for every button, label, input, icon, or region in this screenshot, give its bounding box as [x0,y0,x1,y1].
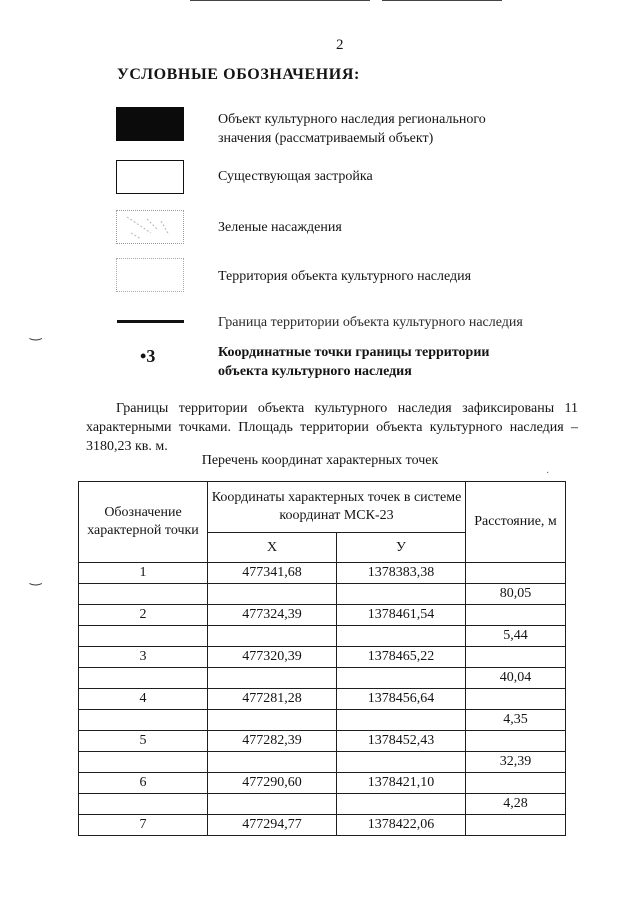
header-coordinates: Координаты характерных точек в системе координат МСК-23 [208,482,466,533]
cell-distance: 4,28 [466,794,566,815]
cell-point [79,626,208,647]
cell-distance [466,773,566,794]
point-dot-icon: • [140,346,147,366]
cell-distance [466,731,566,752]
cell-x: 477341,68 [208,563,337,584]
cell-y: 1378422,06 [337,815,466,836]
table-row [79,731,566,752]
cell-y [337,752,466,773]
cell-distance: 5,44 [466,626,566,647]
cell-distance [466,689,566,710]
legend-label-coordinate-points: Координатные точки границы территории объекта культурного наследия [218,345,490,379]
cell-x [208,794,337,815]
legend-label-heritage-object: Объект культурного наследия регионального значения (рассматриваемый объект) [218,112,486,146]
table-row [79,710,566,731]
cell-distance [466,647,566,668]
cell-x: 477324,39 [208,605,337,626]
cell-y: 1378465,22 [337,647,466,668]
existing-buildings-swatch [116,160,184,194]
table-row [79,626,566,647]
table-row [79,563,566,584]
coordinate-point-swatch: •3 [140,346,156,366]
margin-mark: ‿ [30,571,42,586]
cell-point [79,794,208,815]
header-y: У [337,533,466,563]
cell-x: 477294,77 [208,815,337,836]
territory-border-swatch [117,320,184,323]
cell-x [208,752,337,773]
cell-y [337,668,466,689]
table-row [79,689,566,710]
cell-distance: 80,05 [466,584,566,605]
table-row [79,647,566,668]
body-paragraph: Границы территории объекта культурного наследия зафиксированы 11 характерными точками. Площадь территории объекта культурного наследия – 3180,23 кв. м. [86,401,578,454]
coordinates-table [78,481,566,836]
cell-x: 477281,28 [208,689,337,710]
margin-mark: ‿ [30,326,42,341]
page-number: 2 [336,37,344,53]
cell-y [337,794,466,815]
heritage-territory-swatch [116,258,184,292]
table-row [79,773,566,794]
legend-title: УСЛОВНЫЕ ОБОЗНАЧЕНИЯ: [117,66,360,83]
cell-point [79,584,208,605]
cell-distance [466,815,566,836]
cell-point: 6 [79,773,208,794]
green-areas-swatch [116,210,184,244]
table-caption: Перечень координат характерных точек [201,453,439,468]
header-x: Х [208,533,337,563]
header-point-name: Обозначение характерной точки [79,482,208,563]
cell-point [79,668,208,689]
table-row [79,668,566,689]
table-row [79,605,566,626]
cell-point: 4 [79,689,208,710]
cell-y: 1378421,10 [337,773,466,794]
cell-point: 2 [79,605,208,626]
cell-x [208,710,337,731]
table-row [79,584,566,605]
cell-distance: 4,35 [466,710,566,731]
table-row [79,752,566,773]
cell-x [208,668,337,689]
cell-x: 477320,39 [208,647,337,668]
green-hatch-icon [117,211,183,243]
cell-point [79,752,208,773]
cell-y: 1378461,54 [337,605,466,626]
cell-y: 1378456,64 [337,689,466,710]
cell-y [337,626,466,647]
cell-point: 3 [79,647,208,668]
cell-y [337,584,466,605]
cell-distance: 40,04 [466,668,566,689]
cell-x [208,584,337,605]
legend-label-heritage-territory: Территория объекта культурного наследия [218,269,472,284]
top-edge-rule [190,0,370,1]
table-row [79,815,566,836]
cell-x: 477282,39 [208,731,337,752]
table-row [79,794,566,815]
scan-mark: · [546,468,550,479]
cell-distance [466,605,566,626]
top-edge-rule [382,0,502,1]
cell-y: 1378383,38 [337,563,466,584]
cell-distance: 32,39 [466,752,566,773]
cell-point: 5 [79,731,208,752]
heritage-object-swatch [116,107,184,141]
legend-label-green-areas: Зеленые насаждения [218,220,342,235]
cell-x [208,626,337,647]
cell-x: 477290,60 [208,773,337,794]
cell-point: 7 [79,815,208,836]
legend-label-territory-border: Граница территории объекта культурного наследия [218,315,523,330]
cell-y: 1378452,43 [337,731,466,752]
cell-y [337,710,466,731]
cell-point [79,710,208,731]
legend-label-existing-buildings: Существующая застройка [218,169,373,184]
cell-point: 1 [79,563,208,584]
cell-distance [466,563,566,584]
header-distance: Расстояние, м [466,482,566,563]
